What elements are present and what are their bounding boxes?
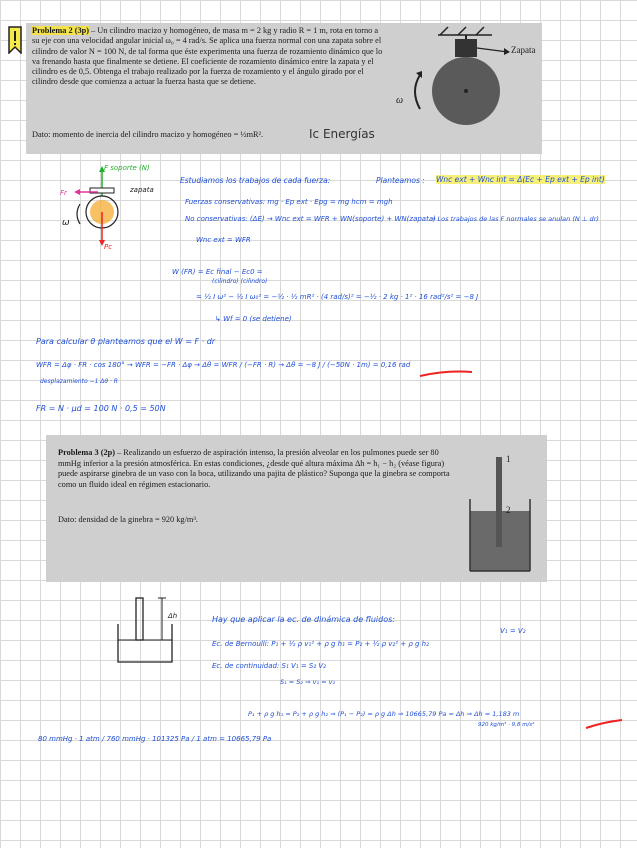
answer-underline-2 bbox=[584, 718, 624, 730]
work3-line-1: Hay que aplicar la ec. de dinámica de fluidos: bbox=[212, 615, 395, 624]
problem-2-hand-note: Ic Energías bbox=[309, 127, 375, 141]
work3-line-4b: 920 kg/m³ · 9,8 m/s² bbox=[478, 722, 535, 728]
fr-label: Fr bbox=[60, 189, 67, 197]
free-body-diagram bbox=[50, 162, 160, 252]
work3-line-5: 80 mmHg · 1 atm / 760 mmHg · 101325 Pa / 1 atm = 10665,79 Pa bbox=[38, 735, 272, 743]
work-line-4: Wnc ext = WFR bbox=[196, 236, 251, 244]
problem-2-card bbox=[26, 23, 542, 154]
work-line-1c: Wnc ext + Wnc int = Δ(Ec + Ep ext + Ep int) bbox=[436, 175, 605, 184]
zapata-hand-label: zapata bbox=[130, 186, 154, 194]
work-line-6: = ½ I ω² − ½ I ω₀² = −½ · ½ mR² · (4 rad/s)² = −½ · 2 kg · 1² · 16 rad²/s² = −8 J bbox=[196, 293, 479, 301]
problem-2-text bbox=[32, 26, 387, 88]
problem-3-body: – Realizando un esfuerzo de aspiración intenso, la presión alveolar en los pulmones puede ser 80 mmHg inferior a la presión atmosférica. En estas condiciones, ¿desde qué altura máxima Δh = h₁ − h₂ (véase figura) puede aspirarse ginebra de un vaso con la boca, utilizando una pajita de plástico? Suponga que la ginebra se comporta como un fluido ideal en régimen estacionario. bbox=[58, 448, 450, 489]
work-line-2: Fuerzas conservativas: mg · Ep ext · Epg = mg hcm = mgh bbox=[185, 198, 393, 206]
problem-3-dato: Dato: densidad de la ginebra = 920 kg/m³. bbox=[58, 515, 198, 524]
problem-3-title: Problema 3 (2p) bbox=[58, 448, 115, 457]
work-line-1a: Estudiamos los trabajos de cada fuerza: bbox=[180, 176, 331, 185]
straw-glass-figure bbox=[466, 449, 536, 575]
work-line-7: ↳ Wf = 0 (se detiene) bbox=[215, 315, 292, 323]
hand-straw-diagram bbox=[114, 594, 194, 666]
problem-2-dato: Dato: momento de inercia del cilindro macizo y homogéneo = ½mR². bbox=[32, 130, 264, 139]
problem-3-card bbox=[46, 435, 547, 582]
work3-line-2: Ec. de Bernoulli: P₁ + ½ ρ v₁² + ρ g h₁ = P₂ + ½ ρ v₂² + ρ g h₂ bbox=[212, 640, 429, 648]
work-line-8: Para calcular θ planteamos que el W = F · dr bbox=[36, 337, 216, 346]
straw-label-1: 1 bbox=[506, 454, 511, 464]
work3-line-4: P₁ + ρ g h₁ = P₂ + ρ g h₂ ⇒ (P₁ − P₂) = ρ g Δh ⇒ 10665,79 Pa = Δh ⇒ Δh = 1,183 m bbox=[248, 710, 520, 718]
work-line-5b: (cilindro) (cilindro) bbox=[212, 278, 268, 285]
answer-underline-1 bbox=[418, 368, 474, 378]
bookmark-icon bbox=[8, 26, 22, 54]
work-line-3b: → Los trabajos de las F normales se anulan (N ⊥ dr) bbox=[430, 215, 599, 223]
zapata-label: Zapata bbox=[511, 45, 536, 55]
work-line-3: No conservativas: (ΔE) → Wnc ext = WFR + WN(soporte) + WN(zapata) bbox=[185, 215, 436, 223]
work-line-1b: Planteamos : bbox=[376, 176, 425, 185]
dh-label: Δh bbox=[168, 612, 178, 620]
work-line-5: W (FR) = Ec final − Ec0 = bbox=[172, 268, 263, 276]
work3-line-2b: V₁ = V₂ bbox=[500, 627, 526, 635]
work-line-10: FR = N · μd = 100 N · 0,5 = 50N bbox=[36, 404, 166, 413]
work3-line-3b: S₁ = S₂ ⇒ v₁ = v₂ bbox=[280, 678, 336, 686]
omega-hand-label: ω bbox=[62, 218, 70, 228]
work-line-9: WFR = Δφ · FR · cos 180° → WFR = −FR · Δφ → Δθ = WFR / (−FR · R) → Δθ = −8 J / (−50N · 1m) = 0,16 rad bbox=[36, 361, 411, 369]
problem-2-body: – Un cilindro macizo y homogéneo, de masa m = 2 kg y radio R = 1 m, rota en torno a su eje con una velocidad angular inicial ω₀ = 4 rad/s. Se aplica una fuerza normal con una zapata sobre el cilindro de valor N = 100 N, de tal forma que éste experimenta una fuerza de rozamiento dinámico que lo va frenando hasta que finalmente se detiene. El coeficiente de rozamiento dinámico entre la zapata y el cilindro es de 0,5. Obtenga el trabajo realizado por la fuerza de rozamiento y el ángulo girado por el cilindro desde que comienza a actuar la fuerza hasta que se detiene. bbox=[32, 26, 383, 87]
straw-label-2: 2 bbox=[506, 505, 511, 515]
work-line-9b: desplazamiento −1 Δθ · R bbox=[40, 378, 118, 385]
cylinder-zapata-figure bbox=[376, 23, 542, 154]
pc-label: Pc bbox=[104, 243, 113, 251]
omega-label: ω bbox=[396, 95, 404, 106]
fsupport-label: F soporte (N) bbox=[104, 164, 150, 172]
work3-line-3: Ec. de continuidad: S₁ V₁ = S₂ V₂ bbox=[212, 662, 326, 670]
problem-2-title: Problema 2 (3p) bbox=[32, 26, 89, 35]
problem-3-text bbox=[58, 448, 463, 490]
